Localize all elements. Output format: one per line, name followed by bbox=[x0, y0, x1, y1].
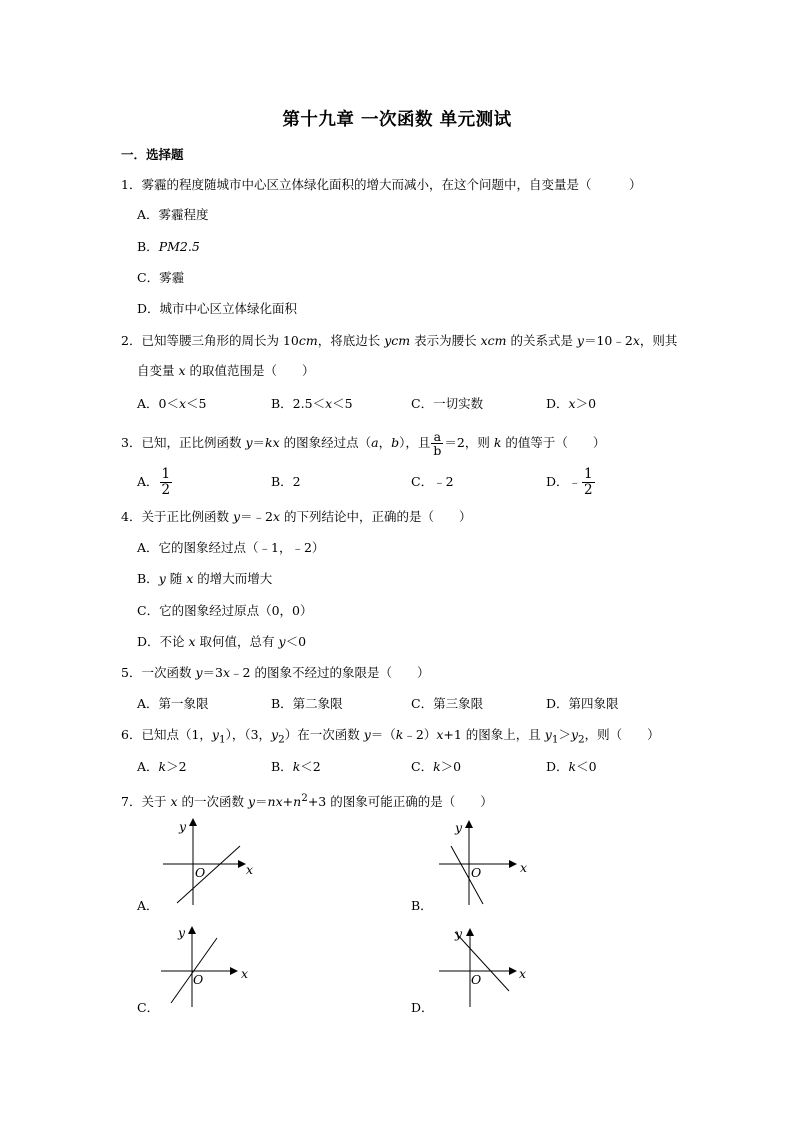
x-axis-arrow bbox=[509, 860, 517, 868]
x-axis-arrow bbox=[509, 967, 517, 975]
question-1-option-c: C．雾霾 bbox=[137, 270, 185, 285]
question-1-option-b: B．PM2.5 bbox=[137, 239, 200, 254]
question-2-option-a: A．0＜x＜5 bbox=[137, 396, 207, 411]
question-6-option-d: D．k＜0 bbox=[546, 759, 597, 774]
function-line bbox=[177, 846, 240, 903]
fraction-a-over-b: $\frac{a}{b}$ bbox=[433, 429, 442, 458]
y-axis-arrow bbox=[465, 820, 473, 828]
question-2-option-c: C．一切实数 bbox=[411, 396, 484, 411]
section-heading: 一．选择题 bbox=[121, 147, 184, 162]
question-5-option-b: B．第二象限 bbox=[271, 696, 343, 711]
origin-label: O bbox=[195, 865, 206, 880]
question-4-option-d: D．不论 x 取何值，总有 y＜0 bbox=[137, 634, 307, 649]
question-5-stem: 5．一次函数 y＝3x﹣2 的图象不经过的象限是（ ） bbox=[121, 665, 430, 680]
question-1-option-d: D．城市中心区立体绿化面积 bbox=[137, 301, 298, 316]
question-4-option-a: A．它的图象经过点（﹣1，﹣2） bbox=[137, 540, 325, 555]
question-6-option-c: C．k＞0 bbox=[411, 759, 462, 774]
question-6-option-a: A．k＞2 bbox=[137, 759, 187, 774]
graph-option-c bbox=[158, 921, 258, 1016]
y-axis-label: y bbox=[455, 926, 463, 941]
y-axis-arrow bbox=[188, 926, 196, 934]
x-axis-label: x bbox=[520, 860, 528, 875]
x-axis-label: x bbox=[246, 862, 254, 877]
function-line bbox=[455, 932, 509, 991]
question-4-option-c: C．它的图象经过原点（0，0） bbox=[137, 603, 313, 618]
question-3-option-d: D．﹣ $\frac{1}{2}$ bbox=[546, 466, 593, 498]
page-title: 第十九章 一次函数 单元测试 bbox=[282, 110, 512, 130]
x-axis-label: x bbox=[519, 966, 527, 981]
question-3-option-b: B．2 bbox=[271, 474, 301, 489]
graph-option-a bbox=[160, 815, 260, 910]
question-3-option-c: C．﹣2 bbox=[411, 474, 454, 489]
question-3-option-a: A． $\frac{1}{2}$ bbox=[137, 466, 171, 498]
question-6-stem: 6．已知点（1，$y_1$），（3，$y_2$）在一次函数 y＝（k﹣2）x+1 的图象上，且 $y_1>y_2$，则（ ） bbox=[121, 727, 660, 746]
question-7-option-d: D． bbox=[411, 1000, 434, 1015]
question-3-stem: 3．已知，正比例函数 y＝kx 的图象经过点（a，b），且 $\frac{a}{b}$ ＝2，则 k 的值等于（ ） bbox=[121, 429, 606, 458]
question-1-option-a: A．雾霾程度 bbox=[137, 207, 209, 222]
x-axis-arrow bbox=[230, 967, 238, 975]
graph-option-d bbox=[436, 921, 536, 1016]
question-2-option-d: D．x＞0 bbox=[546, 396, 597, 411]
question-5-option-d: D．第四象限 bbox=[546, 696, 619, 711]
question-2-option-b: B．2.5＜x＜5 bbox=[271, 396, 353, 411]
x-axis-arrow bbox=[238, 860, 246, 868]
graph-option-b bbox=[436, 815, 536, 910]
question-7-option-a: A． bbox=[137, 898, 159, 913]
origin-label: O bbox=[193, 972, 204, 987]
y-axis-label: y bbox=[455, 820, 463, 835]
y-axis-arrow bbox=[466, 928, 474, 936]
question-7-option-b: B． bbox=[411, 898, 433, 913]
question-6-option-b: B．k＜2 bbox=[271, 759, 321, 774]
question-4-stem: 4．关于正比例函数 y＝﹣2x 的下列结论中，正确的是（ ） bbox=[121, 509, 472, 524]
question-1-stem: 1．雾霾的程度随城市中心区立体绿化面积的增大而减小，在这个问题中，自变量是（ ） bbox=[121, 177, 642, 192]
y-axis-arrow bbox=[189, 818, 197, 826]
question-2-stem-line-2: 自变量 x 的取值范围是（ ） bbox=[137, 363, 315, 378]
origin-label: O bbox=[471, 972, 482, 987]
y-axis-label: y bbox=[178, 925, 186, 940]
question-5-option-c: C．第三象限 bbox=[411, 696, 484, 711]
y-axis-label: y bbox=[179, 819, 187, 834]
question-2-stem: 2．已知等腰三角形的周长为 10cm，将底边长 ycm 表示为腰长 xcm 的关系式是 y＝10﹣2x，则其 bbox=[121, 333, 678, 348]
question-7-stem: 7．关于 x 的一次函数 $y=nx+n^2+3$ 的图象可能正确的是（ ） bbox=[121, 792, 493, 810]
origin-label: O bbox=[471, 865, 482, 880]
x-axis-label: x bbox=[241, 966, 249, 981]
question-7-option-c: C． bbox=[137, 1000, 160, 1015]
question-4-option-b: B．y 随 x 的增大而增大 bbox=[137, 571, 273, 586]
question-5-option-a: A．第一象限 bbox=[137, 696, 209, 711]
